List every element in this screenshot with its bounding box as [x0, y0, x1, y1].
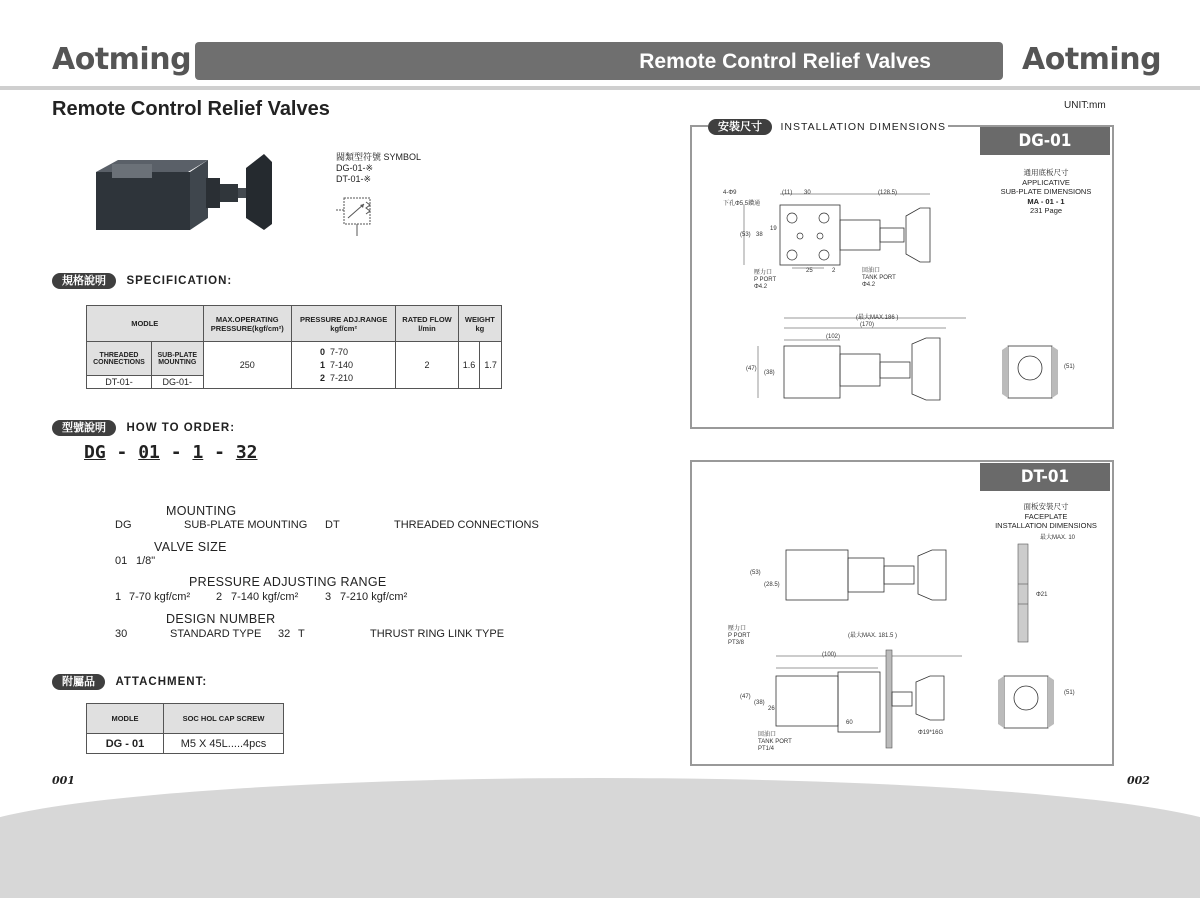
design-code-2: 32: [278, 628, 291, 640]
pressure-code-3: 3: [325, 591, 332, 603]
dg01-p-port-en: P PORT: [754, 277, 777, 283]
dg01-dim-11: (11): [782, 190, 793, 196]
dt01-t-port-en: TANK PORT: [758, 739, 792, 745]
spec-model-dt: DT-01-: [87, 376, 152, 389]
spec-max-pressure: 250: [203, 342, 291, 389]
banner-title: Remote Control Relief Valves: [639, 50, 931, 73]
dg01-tag: DG-01: [980, 127, 1110, 155]
design-desc-2: T: [298, 628, 305, 640]
dg01-dim-holes2: 下孔Φ5.5鑽通: [723, 201, 761, 207]
attachment-hdr-model: MODLE: [87, 704, 164, 734]
dt01-dim-max1815: (最大MAX. 181.5 ): [848, 633, 898, 639]
dt01-top-view: [770, 540, 970, 610]
dg01-t-port-en: TANK PORT: [862, 275, 896, 281]
order-code-sep: -: [170, 442, 182, 463]
spec-hdr-max-pressure: MAX.OPERATING PRESSURE(kgf/cm²): [203, 306, 291, 342]
pressure-desc-3: 7-210 kgf/cm²: [340, 591, 408, 603]
dt01-faceplate-note: [994, 502, 1098, 531]
mounting-desc-1: SUB-PLATE MOUNTING: [184, 519, 308, 531]
dg01-dim-19: 19: [770, 226, 777, 232]
dg01-sub3: SUB-PLATE DIMENSIONS: [1000, 187, 1092, 196]
dt01-dim-38: (38): [754, 700, 765, 706]
attachment-hdr-screw: SOC HOL CAP SCREW: [164, 704, 284, 734]
dt01-dim-285: (28.5): [764, 582, 780, 588]
dt01-sub3: INSTALLATION DIMENSIONS: [995, 521, 1097, 530]
order-pill: 型號說明: [52, 420, 116, 436]
dg01-sub5: 231 Page: [1029, 206, 1063, 215]
dt01-dim-thread: Φ19*16G: [918, 730, 944, 736]
design-title: DESIGN NUMBER: [166, 612, 276, 626]
attachment-heading: [52, 672, 207, 690]
symbol-line2: DT-01-※: [336, 174, 372, 184]
dg01-t-port: [862, 268, 896, 289]
hydraulic-symbol: [334, 190, 380, 240]
pressure-title: PRESSURE ADJUSTING RANGE: [189, 575, 387, 589]
dt01-t-port-cn: 回油口: [758, 732, 777, 738]
dt01-dim-51: (51): [1064, 690, 1075, 696]
header-banner: [195, 42, 1003, 80]
install-pill: 安裝尺寸: [708, 119, 772, 135]
spec-range-code: 0: [319, 346, 325, 357]
dg01-dim-170: (170): [860, 322, 875, 328]
dt01-t-port: [758, 732, 792, 753]
dg01-subplate-note: [996, 168, 1096, 216]
pressure-desc-1: 7-70 kgf/cm²: [129, 591, 191, 603]
spec-heading: [52, 271, 232, 289]
spec-title: SPECIFICATION:: [126, 275, 233, 287]
attachment-table: [86, 703, 284, 754]
spec-range-row: [320, 359, 392, 372]
design-desc-1: STANDARD TYPE: [170, 628, 262, 640]
dt01-dim-21: Φ21: [1036, 592, 1048, 598]
spec-weight-2: 1.7: [480, 342, 502, 389]
dg01-dim-53: (53): [740, 232, 751, 238]
spec-range-value: 7-70: [330, 346, 349, 357]
mounting-code-2: DT: [325, 519, 340, 531]
pressure-code-2: 2: [216, 591, 223, 603]
attachment-pill: 附屬品: [52, 674, 105, 690]
dt01-t-port-thread: PT1/4: [758, 746, 775, 752]
dg01-t-port-cn: 回油口: [862, 268, 881, 274]
order-heading: [52, 418, 235, 436]
spec-model-dg: DG-01-: [152, 376, 204, 389]
page-title: Remote Control Relief Valves: [52, 98, 330, 120]
dt01-dim-max10: 最大MAX. 10: [1040, 535, 1076, 541]
order-code-design: 32: [235, 442, 258, 463]
order-code-sep: -: [116, 442, 128, 463]
dg01-p-port-cn: 壓力口: [754, 270, 773, 276]
spec-range-value: 7-140: [330, 359, 354, 370]
dg01-sub2: APPLICATIVE: [1022, 177, 1070, 187]
spec-table: [86, 305, 502, 389]
order-code-series: DG: [84, 442, 106, 463]
dg01-dim-1285: (128.5): [878, 190, 898, 196]
dt01-sub2: FACEPLATE: [1024, 511, 1068, 521]
header-divider: [0, 86, 1200, 90]
dg01-dim-25: 25: [806, 268, 813, 274]
dg01-sub1: 通用底板尺寸: [1023, 168, 1069, 177]
attachment-screw: M5 X 45L.....4pcs: [164, 734, 284, 754]
order-title: HOW TO ORDER:: [126, 422, 236, 434]
dt01-sub1: 面板安裝尺寸: [1023, 502, 1069, 511]
dg01-p-port-dia: Φ4.2: [754, 284, 768, 290]
spec-pill: 規格說明: [52, 273, 116, 289]
dt01-dim-60: 60: [846, 720, 853, 726]
dt01-tag: DT-01: [980, 463, 1110, 491]
dg01-dim-47: (47): [746, 366, 757, 372]
order-code-size: 01: [138, 442, 160, 463]
unit-label: UNIT:mm: [1064, 100, 1106, 111]
dg01-dim-holes: 4-Φ9: [723, 190, 737, 196]
footer-arc: [0, 778, 1200, 898]
dt01-p-port-cn: 壓力口: [728, 626, 747, 632]
dg01-dim-2: 2: [832, 268, 836, 274]
dt01-dim-47: (47): [740, 694, 751, 700]
spec-range-code: 2: [319, 372, 325, 383]
mounting-code-1: DG: [115, 519, 132, 531]
install-title: INSTALLATION DIMENSIONS: [780, 121, 947, 133]
order-code-pressure: 1: [192, 442, 204, 463]
spec-threaded: THREADED CONNECTIONS: [87, 342, 152, 376]
brand-logo-right: Aotming: [1022, 42, 1162, 77]
mounting-desc-2: THREADED CONNECTIONS: [394, 519, 539, 531]
dg01-p-port: [754, 270, 776, 291]
dg01-dim-30: 30: [804, 190, 811, 196]
attachment-title: ATTACHMENT:: [115, 676, 208, 688]
valve-photo: [88, 148, 288, 234]
install-heading: [708, 117, 948, 135]
page-number-left: 001: [52, 774, 75, 787]
dt01-dim-26: 26: [768, 706, 775, 712]
order-code-sep: -: [214, 442, 225, 463]
dg01-dim-51: (51): [1064, 364, 1075, 370]
dg01-dim-102: (102): [826, 334, 841, 340]
dg01-side-view: [740, 310, 1100, 410]
spec-weight-1: 1.6: [458, 342, 480, 389]
valve-size-code: 01: [115, 555, 128, 567]
symbol-block: [336, 152, 421, 185]
spec-hdr-pressure-range: PRESSURE ADJ.RANGE kgf/cm²: [291, 306, 395, 342]
dt01-dim-100: (100): [822, 652, 837, 658]
order-code: [84, 442, 258, 463]
pressure-code-1: 1: [115, 591, 122, 603]
spec-ranges: [291, 342, 395, 389]
spec-range-code: 1: [319, 359, 325, 370]
page-number-right: 002: [1127, 774, 1150, 787]
attachment-model: DG - 01: [87, 734, 164, 754]
design-code-1: 30: [115, 628, 128, 640]
dt01-dim-53: (53): [750, 570, 761, 576]
spec-hdr-weight: WEIGHT kg: [458, 306, 501, 342]
spec-range-row: [320, 372, 392, 385]
spec-range-row: [320, 346, 392, 359]
spec-subplate: SUB-PLATE MOUNTING: [152, 342, 204, 376]
spec-hdr-model: MODLE: [87, 306, 204, 342]
dt01-p-port-en: P PORT: [728, 633, 751, 639]
dt01-p-port-thread: PT3/8: [728, 640, 745, 646]
spec-range-value: 7-210: [330, 372, 354, 383]
dg01-dim-38b: (38): [764, 370, 775, 376]
symbol-line1: DG-01-※: [336, 163, 374, 173]
valve-size-title: VALVE SIZE: [154, 540, 227, 554]
brand-logo-left: Aotming: [52, 42, 192, 77]
spec-hdr-flow: RATED FLOW l/min: [396, 306, 458, 342]
design-desc-3: THRUST RING LINK TYPE: [370, 628, 505, 640]
dg01-dim-38: 38: [756, 232, 763, 238]
pressure-desc-2: 7-140 kgf/cm²: [231, 591, 299, 603]
dg01-dim-max186: (最大MAX.186 ): [856, 315, 899, 321]
dg01-t-port-dia: Φ4.2: [862, 282, 876, 288]
mounting-title: MOUNTING: [166, 504, 237, 518]
valve-size-desc: 1/8": [136, 555, 156, 567]
dg01-sub4: MA - 01 - 1: [1027, 196, 1065, 206]
symbol-label: 閥類型符號 SYMBOL: [336, 152, 422, 162]
spec-flow: 2: [396, 342, 458, 389]
